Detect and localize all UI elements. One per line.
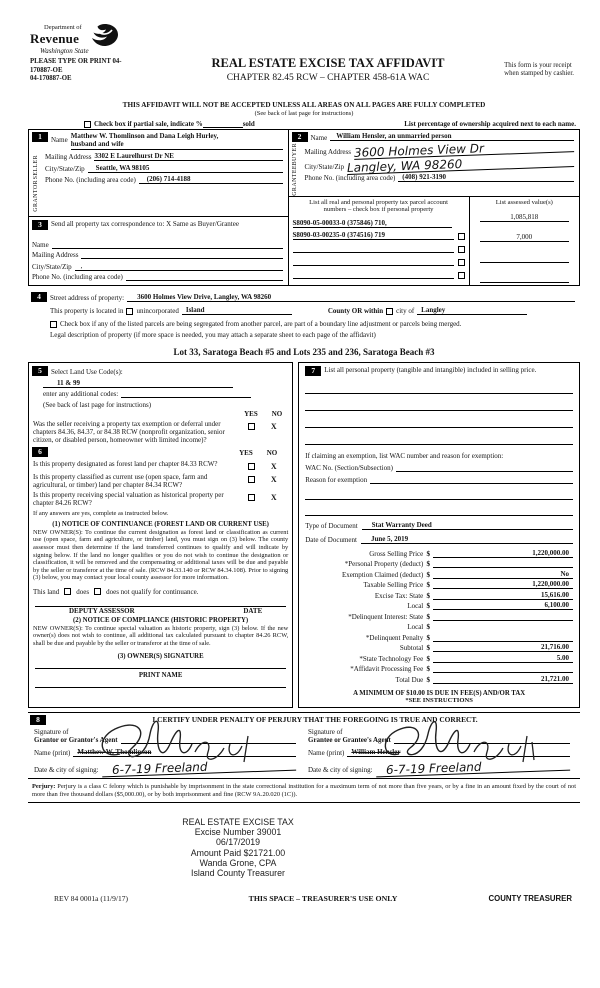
fee-row-exemption: Exemption Claimed (deduct) $ No xyxy=(305,570,573,579)
grantee-date-city-value: 6-7-19 Freeland xyxy=(375,758,570,777)
s6-yes-header: YES xyxy=(239,449,253,458)
owners-signature-label: (3) OWNER(S) SIGNATURE xyxy=(117,652,204,660)
exemption-yes-checkbox xyxy=(248,423,255,430)
notice2-body: NEW OWNER(S): To continue special valuation as historic property, sign (3) below. If the new owner(s) does not wish to continue, all additional tax calculated pursuant to chapter 84.26 RCW, shall be due and payable by the seller or transferor at the time of sale. xyxy=(33,624,289,648)
section3-heading: Send all property tax correspondence to: X Same as Buyer/Grantee xyxy=(51,220,239,229)
stamp-title: REAL ESTATE EXCISE TAX xyxy=(182,816,294,827)
section4-numbox: 4 xyxy=(31,292,47,302)
legal-desc-label: Legal description of property (if more space is needed, you may attach a separate sheet to each page of the affidavit) xyxy=(50,331,376,340)
parties-box xyxy=(28,129,580,286)
see-back-note: (See back of last page for instructions) xyxy=(254,110,354,117)
assessed-value-1: 1,085,818 xyxy=(480,213,569,222)
fee-value xyxy=(433,612,573,621)
legal-description: Lot 33, Saratoga Beach #5 and Lots 235 and 236, Saratoga Beach #3 xyxy=(173,347,435,358)
parcel-checkbox-4 xyxy=(458,272,465,279)
forest-land-question-row xyxy=(29,458,292,471)
buyer-csz-value: Langley, WA 98260 xyxy=(347,155,574,175)
grantor-name-value: Matthew W. Thomlinson xyxy=(73,748,296,757)
receipt-note-line1: This form is your receipt xyxy=(504,62,572,69)
seller-mail-value: 3302 E Laurelhurst Dr NE xyxy=(94,152,282,161)
s3-name-blank xyxy=(52,241,283,249)
current-use-question-row xyxy=(29,471,292,489)
grantor-signature-line xyxy=(121,736,296,744)
does-checkbox xyxy=(64,588,71,595)
ownership-note: List percentage of ownership acquired next to each name. xyxy=(404,120,576,128)
fee-row-processing-fee: *Affidavit Processing Fee $ xyxy=(305,664,573,673)
historic-question: Is this property receiving special valuation as historical property per chapter 84.26 RCW? xyxy=(33,491,224,508)
dor-logo-block xyxy=(30,24,122,84)
grantee-signature-block xyxy=(304,727,578,777)
seller-phone-label: Phone No. (including area code) xyxy=(45,176,136,184)
receipt-note xyxy=(504,62,574,78)
logo-dept-text: Department of xyxy=(44,24,82,31)
county-value: Island xyxy=(182,306,292,315)
pp-blank-1 xyxy=(305,386,573,394)
land-pre-label: This land xyxy=(33,587,60,596)
assessed-blank-1 xyxy=(480,254,569,263)
parcel-heading-line2: numbers – check box if personal property xyxy=(323,206,434,214)
wac-blank xyxy=(396,464,573,472)
stamp-excise-number: Excise Number 39001 xyxy=(194,826,282,837)
does-not-checkbox xyxy=(94,588,101,595)
county-treasurer-label: COUNTY TREASURER xyxy=(488,894,572,904)
reason-label: Reason for exemption xyxy=(305,476,368,485)
grantee-date-label: Date & city of signing: xyxy=(308,765,373,774)
notice2-title: (2) NOTICE OF COMPLIANCE (HISTORIC PROPERTY) xyxy=(73,616,249,624)
seller-name-line2: husband and wife xyxy=(70,140,124,148)
section8 xyxy=(28,712,580,779)
fee-value: 21,721.00 xyxy=(433,675,573,684)
see-instructions-note: *SEE INSTRUCTIONS xyxy=(405,696,473,704)
historic-yes-checkbox xyxy=(248,494,255,501)
fee-row-tech-fee: *State Technology Fee $ 5.00 xyxy=(305,654,573,663)
located-pre: This property is located in xyxy=(50,307,124,316)
segregated-checkbox xyxy=(50,321,57,328)
deputy-date-label: DATE xyxy=(243,606,263,615)
section1-numbox: 1 xyxy=(32,132,48,142)
buyer-name-label: Name xyxy=(310,133,328,142)
grantee-name-value: William Hensler xyxy=(347,748,570,757)
page-footer xyxy=(28,894,580,903)
perjury-note xyxy=(28,782,580,803)
parcel-checkbox-3 xyxy=(458,259,465,266)
if-yes-note: If any answers are yes, complete as instructed below. xyxy=(33,510,169,518)
additional-codes-label: enter any additional codes: xyxy=(43,390,119,399)
fee-value xyxy=(433,633,573,642)
section2-numbox: 2 xyxy=(292,132,308,142)
s3-csz-label: City/State/Zip xyxy=(32,262,72,271)
buyer-mail-value: 3600 Holmes View Dr xyxy=(354,140,574,160)
fee-value: 1,220,000.00 xyxy=(433,580,573,589)
buyer-side-label xyxy=(289,143,302,196)
grantee-sig-label2: Grantee or Grantee's Agent xyxy=(308,735,391,744)
fee-row-excise-local: Local $ 6,100.00 xyxy=(305,601,573,610)
fee-value: 6,100.00 xyxy=(433,601,573,610)
fee-value xyxy=(433,559,573,568)
grantor-signature-block xyxy=(30,727,304,777)
reason-blank-2 xyxy=(305,492,573,500)
land-use-column xyxy=(28,362,293,708)
fee-value: 1,220,000.00 xyxy=(433,549,573,558)
perjury-label: Perjury: xyxy=(32,782,56,790)
seller-name-value xyxy=(71,132,283,150)
section5-yn-header xyxy=(29,410,292,418)
stamp-date: 06/17/2019 xyxy=(215,837,261,848)
notice1-title: (1) NOTICE OF CONTINUANCE (FOREST LAND OR CURRENT USE) xyxy=(52,520,269,528)
notice1-body: NEW OWNER(S): To continue the current designation as forest land or classification as current use (open space, farm and agriculture, or timber) land, you must sign on (3) below. The county assessor must then determine if the land transferred continues to qualify and will indicate by signing below. If the land no longer qualifies or you do not wish to continue the designation or classification, it will be removed and the compensating or additional taxes will be due and payable by the seller or transferor at the time of sale. (RCW 84.33.140 or RCW 84.34.108). Prior to signing (3) below, you may contact your local county assessor for more information. xyxy=(33,528,289,582)
seller-vertical-label: SELLER xyxy=(32,155,39,180)
wac-label: WAC No. (Section/Subsection) xyxy=(305,464,393,473)
parcel-blank-3 xyxy=(293,271,454,279)
section7-numbox: 7 xyxy=(305,366,321,376)
pp-blank-2 xyxy=(305,403,573,411)
s3-mail-label: Mailing Address xyxy=(32,251,79,260)
grantor-vertical-label: GRANTOR xyxy=(32,179,39,212)
buyer-vertical-label: BUYER xyxy=(292,142,298,165)
seller-phone-value: (206) 714-4188 xyxy=(139,175,283,184)
buyer-phone-label: Phone No. (including area code) xyxy=(304,174,396,182)
personal-property-column xyxy=(298,362,580,708)
partial-sale-checkbox xyxy=(84,121,91,128)
fee-row-delinq-state: *Delinquent Interest: State $ xyxy=(305,612,573,621)
minimum-fee-note: A MINIMUM OF $10.00 IS DUE IN FEE(S) AND/OR TAX xyxy=(353,689,526,697)
buyer-name-value: William Hensler, an unmarried person xyxy=(330,132,574,141)
city-of-label: city of xyxy=(396,307,415,316)
does-label: does xyxy=(76,587,90,596)
pp-blank-3 xyxy=(305,420,573,428)
seller-name-label: Name xyxy=(51,135,68,144)
print-name-line xyxy=(35,687,286,688)
form-subtitle: CHAPTER 82.45 RCW – CHAPTER 458-61A WAC xyxy=(226,73,430,83)
fee-row-excise-state: Excise Tax: State $ 15,616.00 xyxy=(305,591,573,600)
rev-number: REV 84 0001a (11/9/17) xyxy=(54,894,128,904)
deputy-assessor-label: DEPUTY ASSESSOR xyxy=(69,606,135,615)
forest-land-question: Is this property designated as forest land per chapter 84.33 RCW? xyxy=(33,460,218,469)
grantee-vertical-label: GRANTEE xyxy=(292,164,298,196)
fee-value: No xyxy=(433,570,573,579)
s3-csz-blank: , xyxy=(75,262,283,271)
segregated-label: Check box if any of the listed parcels are being segregated from another parcel, are part of a boundary line adjustment or parcels being merged. xyxy=(60,319,462,328)
section5-numbox: 5 xyxy=(32,366,48,376)
parcel-blank-1 xyxy=(293,245,454,253)
reason-blank-1 xyxy=(370,476,573,484)
unincorporated-checkbox xyxy=(126,308,133,315)
certify-statement: I CERTIFY UNDER PENALTY OF PERJURY THAT THE FOREGOING IS TRUE AND CORRECT. xyxy=(152,715,478,725)
section5-see-back: (See back of last page for instructions) xyxy=(43,400,152,409)
unincorporated-label: unincorporated xyxy=(136,307,179,316)
exemption-heading: If claiming an exemption, list WAC number and reason for exemption: xyxy=(305,452,504,461)
s6-no-header: NO xyxy=(266,449,278,458)
grantee-signature-line xyxy=(394,736,570,744)
partial-sale-percent-blank xyxy=(203,120,243,128)
city-checkbox xyxy=(386,308,393,315)
fee-row-personal: *Personal Property (deduct) $ xyxy=(305,559,573,568)
doc-type-value: Stat Warranty Deed xyxy=(362,521,573,530)
historic-no-answer: X xyxy=(270,493,277,503)
forest-no-answer: X xyxy=(270,462,277,472)
buyer-csz-label: City/State/Zip xyxy=(304,162,345,171)
parcels-area xyxy=(289,196,580,286)
parcel-heading-line1: List all real and personal property tax parcel account xyxy=(309,198,448,206)
section8-numbox: 8 xyxy=(30,715,46,725)
fee-row-delinq-local: Local $ xyxy=(305,622,573,631)
partial-sale-row xyxy=(28,120,580,129)
buyer-mail-label: Mailing Address xyxy=(304,148,351,156)
assessed-heading: List assessed value(s) xyxy=(495,198,553,206)
continuance-row xyxy=(29,586,292,596)
owners-signature-line xyxy=(35,668,286,669)
fee-row-penalty: *Delinquent Penalty $ xyxy=(305,633,573,642)
current-use-yes-checkbox xyxy=(248,476,255,483)
sold-label: sold xyxy=(242,120,255,128)
stamp-treasurer-title: Island County Treasurer xyxy=(191,868,285,879)
exemption-question: Was the seller receiving a property tax exemption or deferral under chapters 84.36, 84.37, or 84.38 RCW (nonprofit organization, senior citizen, or disabled person, homeowner with limited income)? xyxy=(33,419,225,444)
fee-value xyxy=(433,622,573,631)
s3-phone-label: Phone No. (including area code) xyxy=(32,273,123,282)
seller-csz-label: City/State/Zip xyxy=(45,164,85,173)
additional-codes-blank xyxy=(121,390,251,398)
grantee-name-label: Name (print) xyxy=(308,748,345,757)
fee-value xyxy=(433,664,573,673)
form-code-1: 170887-OE xyxy=(30,66,63,74)
section7-heading: List all personal property (tangible and intangible) included in selling price. xyxy=(324,366,537,375)
logo-revenue-text: Revenue xyxy=(30,31,80,46)
doc-date-value: June 5, 2019 xyxy=(361,535,573,544)
s3-name-label: Name xyxy=(32,240,49,249)
fee-value: 5.00 xyxy=(433,654,573,663)
print-note: PLEASE TYPE OR PRINT 04- xyxy=(30,58,122,65)
assessed-value-2: 7,000 xyxy=(480,233,569,242)
stamp-treasurer-name: Wanda Grone, CPA xyxy=(199,857,277,868)
doc-type-label: Type of Document xyxy=(305,522,358,531)
street-value: 3600 Holmes View Drive, Langley, WA 98260 xyxy=(127,293,575,302)
s3-mail-blank xyxy=(81,251,282,259)
grantor-name-label: Name (print) xyxy=(34,748,71,757)
parcel-checkbox-1 xyxy=(458,233,465,240)
fee-value: 15,616.00 xyxy=(433,591,573,600)
fee-row-taxable: Taxable Selling Price $ 1,220,000.00 xyxy=(305,580,573,589)
treasurer-stamp xyxy=(128,817,348,879)
city-value: Langley xyxy=(417,306,527,315)
grantor-sig-label2: Grantor or Grantor's Agent xyxy=(34,735,118,744)
parcel-checkbox-2 xyxy=(458,246,465,253)
reason-blank-3 xyxy=(305,508,573,516)
perjury-text: Perjury is a class C felony which is punishable by imprisonment in the state correctional institution for a maximum term of not more than five years, or by a fine in an amount fixed by the court of not more than five thousand dollars ($5,000.00), or by both imprisonment and fine (RCW 9A.20.020 (1C)). xyxy=(32,782,576,798)
fee-row-subtotal: Subtotal $ 21,716.00 xyxy=(305,643,573,652)
print-name-label: PRINT NAME xyxy=(138,671,183,679)
fee-row-total: Total Due $ 21,721.00 xyxy=(305,675,573,684)
assessed-blank-2 xyxy=(480,274,569,283)
stamp-amount-paid: Amount Paid $21721.00 xyxy=(190,847,286,858)
parcel-blank-2 xyxy=(293,258,454,266)
dor-swoosh-icon xyxy=(91,24,118,48)
parcel-number-1: S8090-05-00033-0 (375846) 710, xyxy=(293,219,452,228)
parcel-numbers-block xyxy=(289,197,469,286)
section6-numbox: 6 xyxy=(32,447,48,457)
s3-phone-blank xyxy=(126,273,283,281)
does-not-label: does not qualify for continuance. xyxy=(106,587,199,596)
fee-row-gross: Gross Selling Price $ 1,220,000.00 xyxy=(305,549,573,558)
deputy-row xyxy=(29,607,292,615)
county-or-label: County OR within xyxy=(327,307,384,316)
logo-state-text: Washington State xyxy=(40,47,89,55)
seller-column xyxy=(29,130,288,285)
form-header xyxy=(28,24,580,100)
treasurer-use-only: THIS SPACE – TREASURER'S USE ONLY xyxy=(248,894,398,904)
assessed-values-block xyxy=(469,197,579,286)
fee-value: 21,716.00 xyxy=(433,643,573,652)
seller-side-label xyxy=(29,151,42,217)
section5-heading: Select Land Use Code(s): xyxy=(51,368,123,377)
section3-numbox: 3 xyxy=(32,220,48,230)
seller-mail-label: Mailing Address xyxy=(45,153,92,161)
forest-yes-checkbox xyxy=(248,463,255,470)
land-use-codes: 11 & 99 xyxy=(43,379,233,388)
exemption-question-row xyxy=(29,418,292,444)
completion-warning: THIS AFFIDAVIT WILL NOT BE ACCEPTED UNLESS ALL AREAS ON ALL PAGES ARE FULLY COMPLETED xyxy=(122,101,486,109)
form-title: REAL ESTATE EXCISE TAX AFFIDAVIT xyxy=(211,56,445,70)
partial-sale-label: Check box if partial sale, indicate % xyxy=(94,120,203,128)
seller-name-line1: Matthew W. Thomlinson and Dana Leigh Hurley, xyxy=(70,131,219,140)
grantee-sig-label1: Signature of xyxy=(308,727,343,736)
pp-blank-4 xyxy=(305,437,573,445)
form-code-2: 04-170887-OE xyxy=(30,75,72,82)
receipt-note-line2: when stamped by cashier. xyxy=(504,70,574,77)
buyer-phone-value: (408) 921-3190 xyxy=(398,173,574,182)
current-use-no-answer: X xyxy=(270,475,277,485)
grantor-date-city-value: 6-7-19 Freeland xyxy=(101,758,296,777)
yes-header: YES xyxy=(244,409,258,418)
seller-csz-value: Seattle, WA 98105 xyxy=(88,164,283,173)
street-label: Street address of property: xyxy=(50,293,125,302)
no-header: NO xyxy=(271,409,283,418)
current-use-question: Is this property classified as current use (open space, farm and agricultural, or timber) land per chapter 84.34 RCW? xyxy=(33,473,208,490)
section4 xyxy=(28,290,580,357)
fees-table xyxy=(305,547,573,684)
historic-question-row xyxy=(29,489,292,507)
grantor-sig-label1: Signature of xyxy=(34,727,69,736)
doc-date-label: Date of Document xyxy=(305,536,357,545)
parcel-number-2: S8090-03-00235-0 (374516) 719 xyxy=(293,231,454,240)
grantor-date-label: Date & city of signing: xyxy=(34,765,99,774)
buyer-column xyxy=(288,130,580,285)
exemption-no-answer: X xyxy=(270,421,277,431)
